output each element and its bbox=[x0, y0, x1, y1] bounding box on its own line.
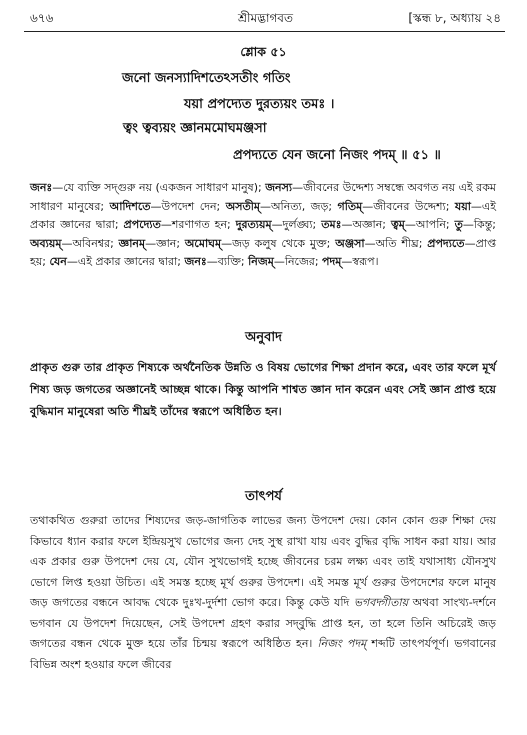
synonym-dash: — bbox=[341, 218, 353, 232]
synonym-dash: — bbox=[260, 199, 272, 213]
synonym-term: আদিশতে bbox=[109, 199, 151, 213]
synonym-term: গতিম্ bbox=[337, 199, 363, 213]
purport-text-part: তথাকথিত গুরুরা তাদের শিষ্যদের জড়-জাগতিক লাভের জন্য উপদেশ দেয়। কোন কোন গুরু শিক্ষা দেয় কিভাবে ধ্যান করার ফলে ইন্দ্রিয়সুখ ভোগের জন্য দেহ সুস্থ রাখা যায় এবং বুদ্ধির বৃদ্ধি সাধন করা যায়। আর এক প্রকার গুরু উপদেশ দেয় যে, যৌন সুখভোগই হচ্ছে জীবনের চরম লক্ষ্য এবং তাই যথাসাধ্য যৌনসুখ ভোগে লিপ্ত হওয়া উচিত। এই সমস্ত হচ্ছে মূর্খ গুরুর উপদেশ। এই সমস্ত মূর্খ গুরুর উপদেশের ফলে মানুষ জড় জগতের বন্ধনে আবদ্ধ থেকে দুঃখ-দুর্দশা ভোগ করে। কিন্তু কেউ যদি bbox=[30, 514, 496, 609]
synonym-term: অব্যয়ম্ bbox=[30, 236, 62, 250]
synonym-meaning: কিন্তু; bbox=[473, 218, 497, 232]
synonym-meaning: অতি শীঘ্র; bbox=[375, 236, 423, 250]
synonym-term: পদম্ bbox=[322, 255, 342, 269]
book-title: শ্রীমদ্ভাগবত bbox=[237, 11, 293, 25]
synonym-dash: — bbox=[221, 236, 233, 250]
synonym-meaning: জ্ঞান; bbox=[156, 236, 181, 250]
synonym-meaning: শরণাগত হন; bbox=[171, 218, 231, 232]
synonym-meaning: যে ব্যক্তি সদ্‌গুরু নয় (একজন সাধারণ মানুষ); bbox=[63, 181, 262, 194]
synonym-meaning: এই প্রকার জ্ঞানের দ্বারা; bbox=[77, 255, 181, 269]
synonym-term: জনঃ bbox=[30, 181, 53, 194]
synonym-term: প্রপদ্যতে bbox=[427, 236, 465, 250]
page-header bbox=[30, 10, 501, 30]
purport-italic-term: ভগবদ্গীতায় bbox=[353, 596, 409, 609]
synonym-term: অঞ্জসা bbox=[335, 236, 365, 250]
synonym-meaning: জীবনের উদ্দেশ্য সম্বন্ধে অবগত নয় এই রকম সাধারণ মানুষের; bbox=[30, 181, 497, 213]
synonym-meaning: অবিনশ্বর; bbox=[72, 236, 114, 250]
purport-text bbox=[30, 511, 496, 675]
synonym-dash: — bbox=[362, 199, 374, 213]
purport-italic-term: নিজং পদম্ bbox=[317, 637, 367, 650]
page-number: ৬৭৬ bbox=[30, 11, 54, 25]
synonym-dash: — bbox=[61, 236, 73, 250]
translation-text: প্রাকৃত গুরু তার প্রাকৃত শিষ্যকে অর্থনৈতিক উন্নতি ও বিষয় ভোগের শিক্ষা প্রদান করে, এবং তার ফলে মূর্খ শিষ্য জড় জগতের অজ্ঞানেই আচ্ছন্ন থাকে। কিন্তু আপনি শাশ্বত জ্ঞান দান করেন এবং সেই জ্ঞান প্রাপ্ত হয়ে বুদ্ধিমান মানুষেরা অতি শীঘ্রই তাঁদের স্বরূপে অধিষ্ঠিত হন। bbox=[30, 361, 496, 418]
synonym-dash: — bbox=[145, 236, 157, 250]
synonym-term: যেন bbox=[49, 255, 67, 269]
synonym-meaning: অজ্ঞান; bbox=[352, 218, 386, 232]
verse-line: প্রপদ্যতে যেন জনো নিজং পদম্ ॥ ৫১ ॥ bbox=[233, 148, 441, 163]
synonym-dash: — bbox=[52, 181, 64, 194]
purport-text-part: অথবা সাংখ্য-দর্শনে ভগবান যে উপদেশ দিয়েছেন, সেই উপদেশ গ্রহণ করার সদ্‌বুদ্ধি প্রাপ্ত হন, তা হলে তিনি অচিরেই জড় জগতের বন্ধন থেকে মুক্ত হয়ে তাঁর চিন্ময় স্বরূপে অধিষ্ঠিত হন। bbox=[30, 596, 496, 650]
synonym-meaning: প্রাপ্ত হয়; bbox=[30, 236, 497, 269]
verse-line: যয়া প্রপদ্যেত দুরত্যয়ং তমঃ । bbox=[184, 97, 335, 112]
synonym-dash: — bbox=[470, 199, 482, 213]
synonyms-paragraph bbox=[30, 179, 496, 272]
synonym-dash: — bbox=[271, 218, 283, 232]
synonym-term: তমঃ bbox=[321, 218, 342, 232]
synonym-term: জ্ঞানম্ bbox=[118, 236, 146, 250]
synonym-meaning: জীবনের উদ্দেশ্য; bbox=[373, 199, 450, 213]
synonym-dash: — bbox=[292, 181, 304, 194]
purport-heading: তাৎপর্য bbox=[245, 489, 282, 504]
synonym-meaning: জড় কলুষ থেকে মুক্ত; bbox=[232, 236, 331, 250]
verse-line: জনো জনস্যাদিশতেঽসতীং গতিং bbox=[122, 71, 291, 86]
synonym-dash: — bbox=[462, 218, 474, 232]
synonym-meaning: উপদেশ দেন; bbox=[161, 199, 221, 213]
synonym-term: দুরত্যয়ম্ bbox=[235, 218, 272, 232]
synonym-dash: — bbox=[404, 218, 416, 232]
synonym-term: তু bbox=[454, 218, 463, 232]
synonym-meaning: স্বরূপ। bbox=[352, 255, 379, 269]
chapter-reference: [স্কন্ধ ৮, অধ্যায় ২৪ bbox=[408, 11, 501, 25]
verse-number: শ্লোক ৫১ bbox=[240, 44, 287, 59]
synonym-meaning: অনিত্য, জড়; bbox=[271, 199, 333, 213]
synonym-dash: — bbox=[150, 199, 162, 213]
synonym-meaning: আপনি; bbox=[415, 218, 450, 232]
synonym-dash: — bbox=[341, 255, 353, 269]
synonym-meaning: দুর্লঙ্ঘ্য; bbox=[282, 218, 317, 232]
synonym-term: অসতীম্ bbox=[225, 199, 261, 213]
synonym-dash: — bbox=[364, 236, 376, 250]
synonym-term: নিজম্ bbox=[248, 255, 274, 269]
translation-heading: অনুবাদ bbox=[245, 330, 282, 345]
synonym-dash: — bbox=[206, 255, 218, 269]
synonym-dash: — bbox=[273, 255, 285, 269]
header-divider bbox=[24, 31, 505, 32]
synonym-term: অমোঘম্ bbox=[184, 236, 222, 250]
synonym-term: জনঃ bbox=[184, 255, 207, 269]
synonym-dash: — bbox=[464, 236, 476, 250]
synonym-term: যয়া bbox=[454, 199, 471, 213]
synonym-meaning: ব্যক্তি; bbox=[217, 255, 245, 269]
synonym-meaning: এই প্রকার জ্ঞানের দ্বারা; bbox=[30, 199, 496, 232]
synonym-term: ত্বম্ bbox=[390, 218, 405, 232]
verse-line: ত্বং ত্বব্যয়ং জ্ঞানমমোঘমঞ্জসা bbox=[123, 121, 267, 136]
synonym-term: জনস্য bbox=[265, 181, 293, 194]
synonym-meaning: নিজের; bbox=[284, 255, 319, 269]
purport-text-part: শব্দটি তাৎপর্যপূর্ণ। ভগবানের বিভিন্ন অংশ হওয়ার ফলে জীবের bbox=[30, 637, 497, 671]
synonym-dash: — bbox=[160, 218, 172, 232]
synonym-dash: — bbox=[66, 255, 78, 269]
synonym-term: প্রপদ্যেত bbox=[123, 218, 161, 232]
